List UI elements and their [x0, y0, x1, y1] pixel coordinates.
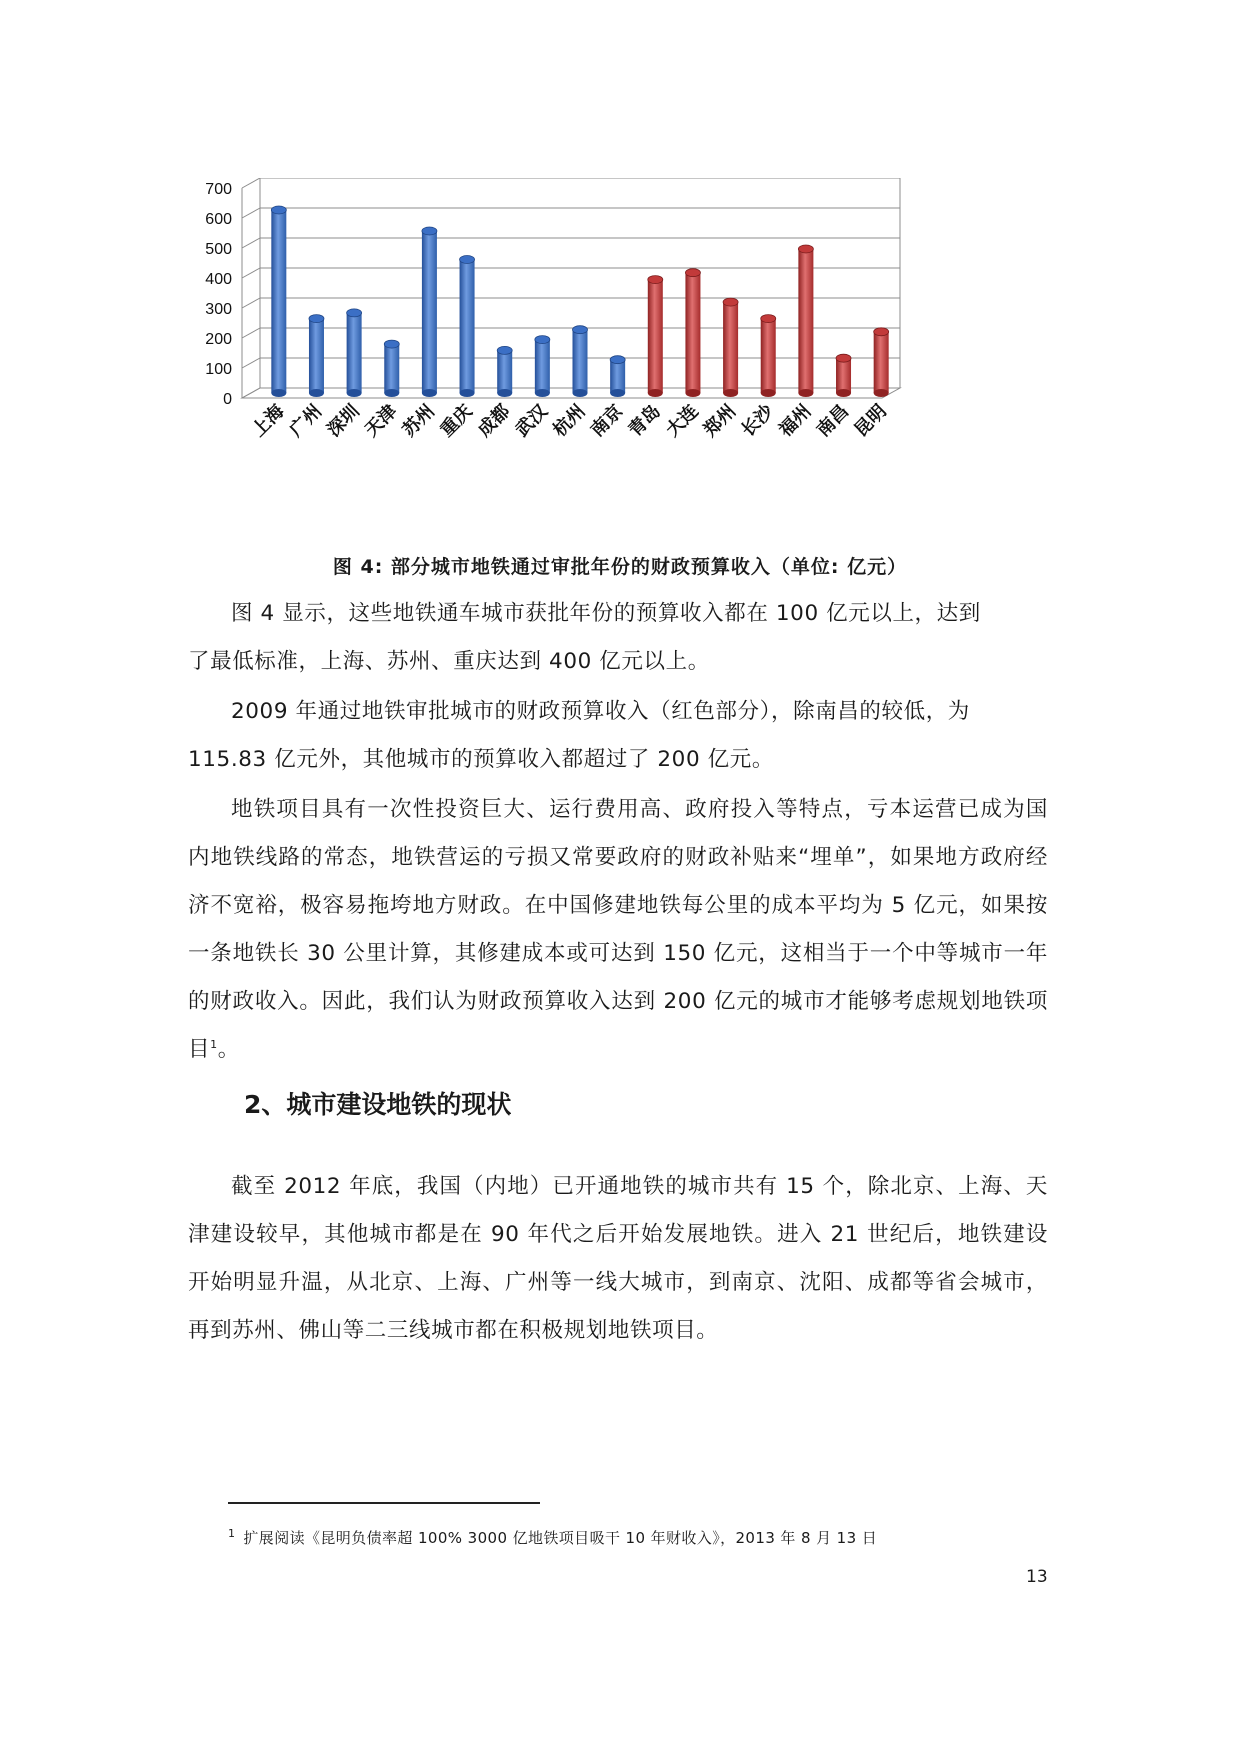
page-number: 13: [1026, 1567, 1048, 1587]
y-tick-label: 400: [205, 271, 232, 288]
bar-top: [535, 336, 550, 344]
bar-top: [422, 227, 437, 235]
bar-base: [610, 389, 625, 397]
bar-top: [497, 346, 512, 354]
bar-base: [648, 389, 663, 397]
y-tick-label: 0: [223, 391, 232, 408]
paragraph-4-text: 截至 2012 年底，我国（内地）已开通地铁的城市共有 15 个，除北京、上海、天津建设较早，其他城市都是在 90 年代之后开始发展地铁。进入 21 世纪后，地铁建设开始明显升温，从北京、上海、广州等一线大城市，到南京、沈阳、成都等省会城市，再到苏州、佛山等二三线城市都在积极规划地铁项目。: [188, 1174, 1048, 1343]
bar: [648, 276, 663, 397]
y-tick-label: 100: [205, 361, 232, 378]
bar-base: [573, 389, 588, 397]
bar: [347, 309, 362, 397]
x-tick-label: 重庆: [436, 400, 477, 441]
x-tick-label: 福州: [775, 400, 816, 441]
bar: [723, 298, 738, 397]
bar-top: [648, 276, 663, 284]
bar-top: [347, 309, 362, 317]
gridline-side: [242, 358, 260, 368]
bar-top: [309, 315, 324, 323]
bar: [573, 326, 588, 397]
paragraph-1-line-2: 了最低标准，上海、苏州、重庆达到 400 亿元以上。: [188, 649, 710, 674]
x-tick-label: 天津: [360, 400, 402, 441]
paragraph-3-text: 地铁项目具有一次性投资巨大、运行费用高、政府投入等特点，亏本运营已成为国内地铁线路的常态，地铁营运的亏损又常要政府的财政补贴来“埋单”，如果地方政府经济不宽裕，极容易拖垮地方财政。在中国修建地铁每公里的成本平均为 5 亿元，如果按一条地铁长 30 公里计算，其修建成本或可达到 150 亿元，这相当于一个中等城市一年的财政收入。因此，我们认为财政预算收入达到 200 亿元的城市才能够考虑规划地铁项目: [188, 797, 1048, 1062]
bar-base: [836, 389, 851, 397]
paragraph-2-line-1: 2009 年通过地铁审批城市的财政预算收入（红色部分），除南昌的较低，为: [231, 699, 970, 724]
bar-top: [723, 298, 738, 306]
bar: [685, 269, 700, 397]
bar-top: [874, 328, 889, 336]
x-tick-label: 上海: [248, 400, 289, 441]
gridline-side: [242, 268, 260, 278]
bar-base: [347, 389, 362, 397]
bar-top: [685, 269, 700, 277]
bar-base: [685, 389, 700, 397]
bar: [271, 206, 286, 397]
footnote-text: 扩展阅读《昆明负债率超 100% 3000 亿地铁项目吸干 10 年财收入》，2013 年 8 月 13 日: [243, 1529, 878, 1547]
bar-body: [836, 358, 851, 393]
x-tick-label: 苏州: [398, 400, 439, 441]
footnote-reference[interactable]: 1: [210, 1037, 218, 1051]
x-tick-label: 杭州: [549, 400, 590, 441]
bar-top: [460, 256, 475, 264]
bar-body: [874, 332, 889, 393]
section-title: 2、城市建设地铁的现状: [244, 1090, 512, 1119]
paragraph-2-line-2: 115.83 亿元外，其他城市的预算收入都超过了 200 亿元。: [188, 747, 774, 772]
bar-body: [271, 210, 286, 393]
bar: [798, 245, 813, 397]
paragraph-3-end: 。: [217, 1037, 240, 1062]
gridline-side: [242, 178, 260, 188]
figure-caption: 图 4: 部分城市地铁通过审批年份的财政预算收入（单位: 亿元）: [332, 556, 908, 578]
bar-top: [384, 340, 399, 348]
y-tick-label: 200: [205, 331, 232, 348]
x-tick-label: 南昌: [812, 400, 854, 441]
x-tick-label: 武汉: [511, 400, 552, 441]
bar-body: [685, 273, 700, 393]
bar-base: [309, 389, 324, 397]
x-tick-label: 青岛: [624, 400, 665, 441]
bar-top: [798, 245, 813, 253]
bar-body: [535, 340, 550, 393]
bar-top: [271, 206, 286, 214]
bar-base: [761, 389, 776, 397]
bar: [384, 340, 399, 397]
bar-top: [610, 356, 625, 364]
bar-body: [422, 231, 437, 393]
paragraph-1-line-1: 图 4 显示，这些地铁通车城市获批年份的预算收入都在 100 亿元以上，达到: [231, 601, 981, 626]
bar-body: [460, 260, 475, 394]
bar-body: [723, 302, 738, 393]
bar-body: [497, 350, 512, 393]
bar-base: [384, 389, 399, 397]
gridline-side: [242, 298, 260, 308]
bar-body: [347, 313, 362, 393]
x-tick-label: 大连: [662, 400, 703, 441]
budget-bar-chart: [190, 178, 1030, 548]
bar-top: [573, 326, 588, 334]
bar-body: [798, 249, 813, 393]
bar-body: [648, 280, 663, 393]
footnote-number: 1: [228, 1527, 236, 1540]
bar-body: [761, 319, 776, 393]
x-tick-label: 郑州: [699, 400, 741, 441]
bar: [836, 354, 851, 397]
gridline-side: [242, 208, 260, 218]
bar-base: [798, 389, 813, 397]
gridline-side: [242, 238, 260, 248]
x-tick-label: 昆明: [850, 400, 891, 441]
paragraph-3: [188, 786, 1048, 1074]
footnote: [228, 1527, 877, 1548]
paragraph-1: [188, 590, 1048, 686]
bar-body: [384, 344, 399, 393]
bar: [422, 227, 437, 397]
bar-base: [723, 389, 738, 397]
bar-top: [761, 315, 776, 323]
bar-top: [836, 354, 851, 362]
bar: [761, 315, 776, 397]
x-tick-label: 长沙: [737, 400, 778, 441]
x-tick-label: 成都: [473, 400, 515, 441]
x-tick-label: 南京: [586, 400, 628, 441]
y-tick-label: 300: [205, 301, 232, 318]
bar: [497, 346, 512, 397]
x-tick-label: 广州: [285, 400, 327, 441]
paragraph-2: [188, 688, 1048, 784]
bar-body: [610, 360, 625, 393]
y-tick-label: 600: [205, 211, 232, 228]
x-tick-label: 深圳: [323, 400, 364, 441]
bar: [309, 315, 324, 397]
bar-body: [573, 330, 588, 393]
bar: [874, 328, 889, 397]
bar-base: [874, 389, 889, 397]
bar-base: [422, 389, 437, 397]
bar: [460, 256, 475, 398]
bar: [610, 356, 625, 397]
bar-base: [535, 389, 550, 397]
y-tick-label: 500: [205, 241, 232, 258]
paragraph-4: [188, 1163, 1048, 1355]
footnote-divider: [228, 1502, 540, 1504]
bar: [535, 336, 550, 397]
bar-body: [309, 319, 324, 393]
bar-base: [271, 389, 286, 397]
y-tick-label: 700: [205, 181, 232, 198]
bar-base: [497, 389, 512, 397]
bar-base: [460, 389, 475, 397]
gridline-side: [242, 328, 260, 338]
